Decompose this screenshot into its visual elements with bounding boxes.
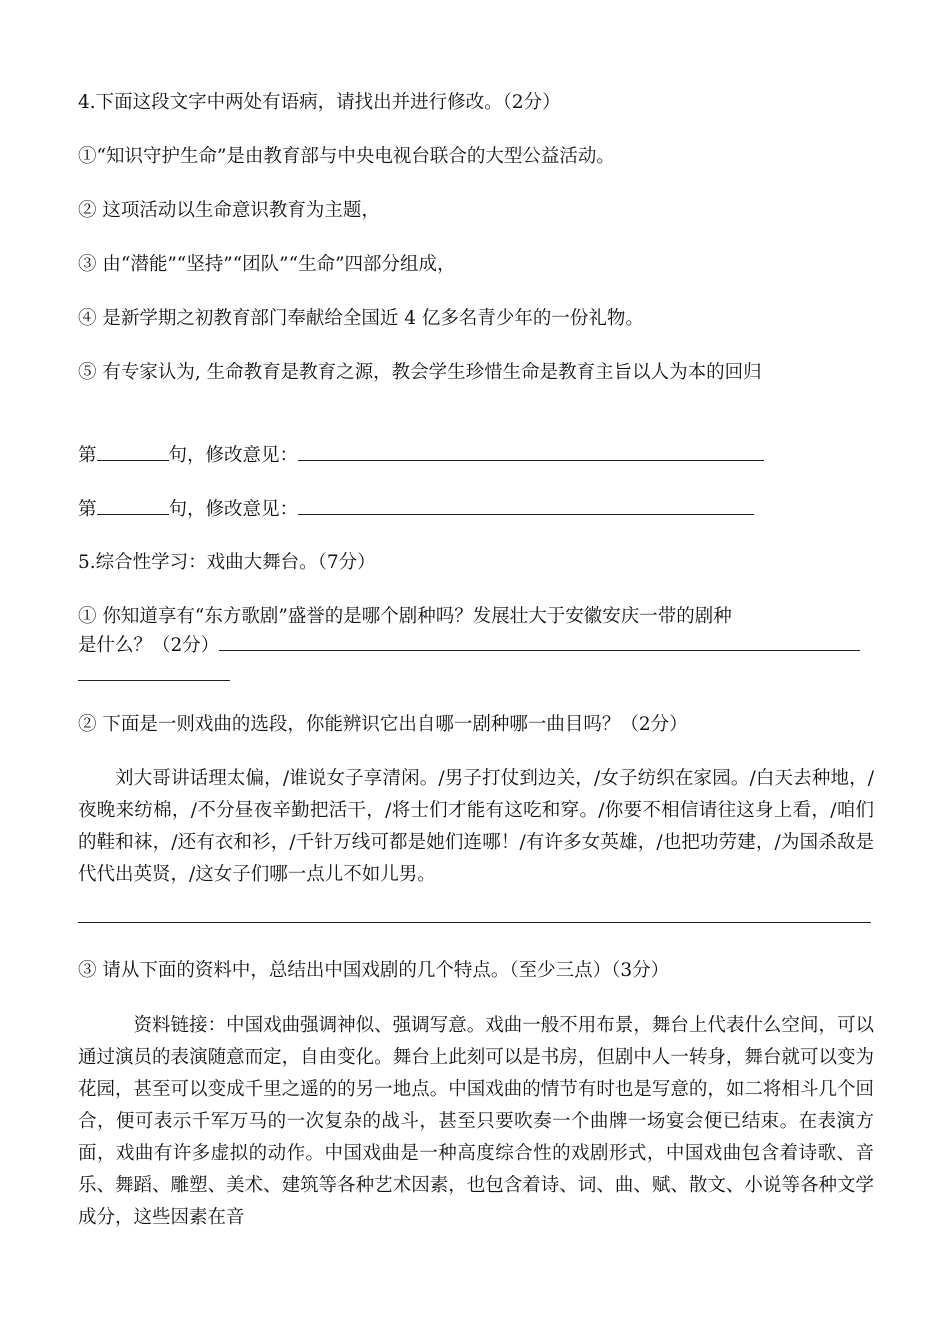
sentence-3: ③ 由“潜能”“坚持”“团队”“生命”四部分组成， <box>78 254 456 275</box>
sentence-4: ④ 是新学期之初教育部门奉献给全国近 4 亿多名青少年的一份礼物。 <box>78 308 644 329</box>
question-5-title: 5.综合性学习：戏曲大舞台。（7分） <box>78 552 376 573</box>
revision-blank[interactable] <box>298 442 764 461</box>
part-1-question-end: 是什么？（2分） <box>78 635 220 656</box>
part-1-line-1: ① 你知道享有“东方歌剧”盛誉的是哪个剧种吗？发展壮大于安徽安庆一带的剧种 <box>78 606 732 627</box>
question-4-title: 4.下面这段文字中两处有语病，请找出并进行修改。（2分） <box>78 92 561 113</box>
answer-label: 句，修改意见： <box>168 499 299 520</box>
part-2-question: ② 下面是一则戏曲的选段，你能辨识它出自哪一剧种哪一曲目吗？（2分） <box>78 714 688 735</box>
opera-lyrics: 刘大哥讲话理太偏，/谁说女子享清闲。/男子打仗到边关，/女子纺织在家园。/白天去种地，/夜晚来纺棉，/不分昼夜辛勤把活干，/将士们才能有这吃和穿。/你要不相信请往这身上看，/咱们的鞋和袜，/还有衣和衫，/千针万线可都是她们连哪！/有许多女英雄，/也把功劳建，/为国杀敌是代代出英贤，/这女子们哪一点儿不如儿男。 <box>78 768 874 885</box>
answer-line-1 <box>78 442 764 469</box>
answer-prefix: 第 <box>78 499 97 520</box>
answer-prefix: 第 <box>78 445 97 466</box>
part-1-answer-blank[interactable] <box>219 632 860 651</box>
sentence-2: ② 这项活动以生命意识教育为主题， <box>78 200 380 221</box>
part-1-answer-blank-continued[interactable] <box>78 680 230 681</box>
sentence-number-blank[interactable] <box>97 442 169 461</box>
part-2-answer-line[interactable] <box>78 922 871 923</box>
sentence-number-blank[interactable] <box>97 496 169 515</box>
part-3-question: ③ 请从下面的资料中，总结出中国戏剧的几个特点。（至少三点）（3分） <box>78 960 670 981</box>
material-passage: 资料链接：中国戏曲强调神似、强调写意。戏曲一般不用布景，舞台上代表什么空间，可以通过演员的表演随意而定，自由变化。舞台上此刻可以是书房，但剧中人一转身，舞台就可以变为花园，甚至可以变成千里之遥的的另一地点。中国戏曲的情节有时也是写意的，如二将相斗几个回合，便可表示千军万马的一次复杂的战斗，甚至只要吹奏一个曲牌一场宴会便已结束。在表演方面，戏曲有许多虚拟的动作。中国戏曲是一种高度综合性的戏剧形式，中国戏曲包含着诗歌、音乐、舞蹈、雕塑、美术、建筑等各种艺术因素，也包含着诗、词、曲、赋、散文、小说等各种文学成分，这些因素在音 <box>78 1015 874 1228</box>
revision-blank[interactable] <box>298 496 754 515</box>
sentence-5: ⑤ 有专家认为, 生命教育是教育之源，教会学生珍惜生命是教育主旨以人为本的回归 <box>78 362 762 383</box>
sentence-1: ①“知识守护生命”是由教育部与中央电视台联合的大型公益活动。 <box>78 146 615 167</box>
answer-line-2 <box>78 496 754 523</box>
answer-label: 句，修改意见： <box>168 445 299 466</box>
part-1-line-2 <box>78 632 860 659</box>
